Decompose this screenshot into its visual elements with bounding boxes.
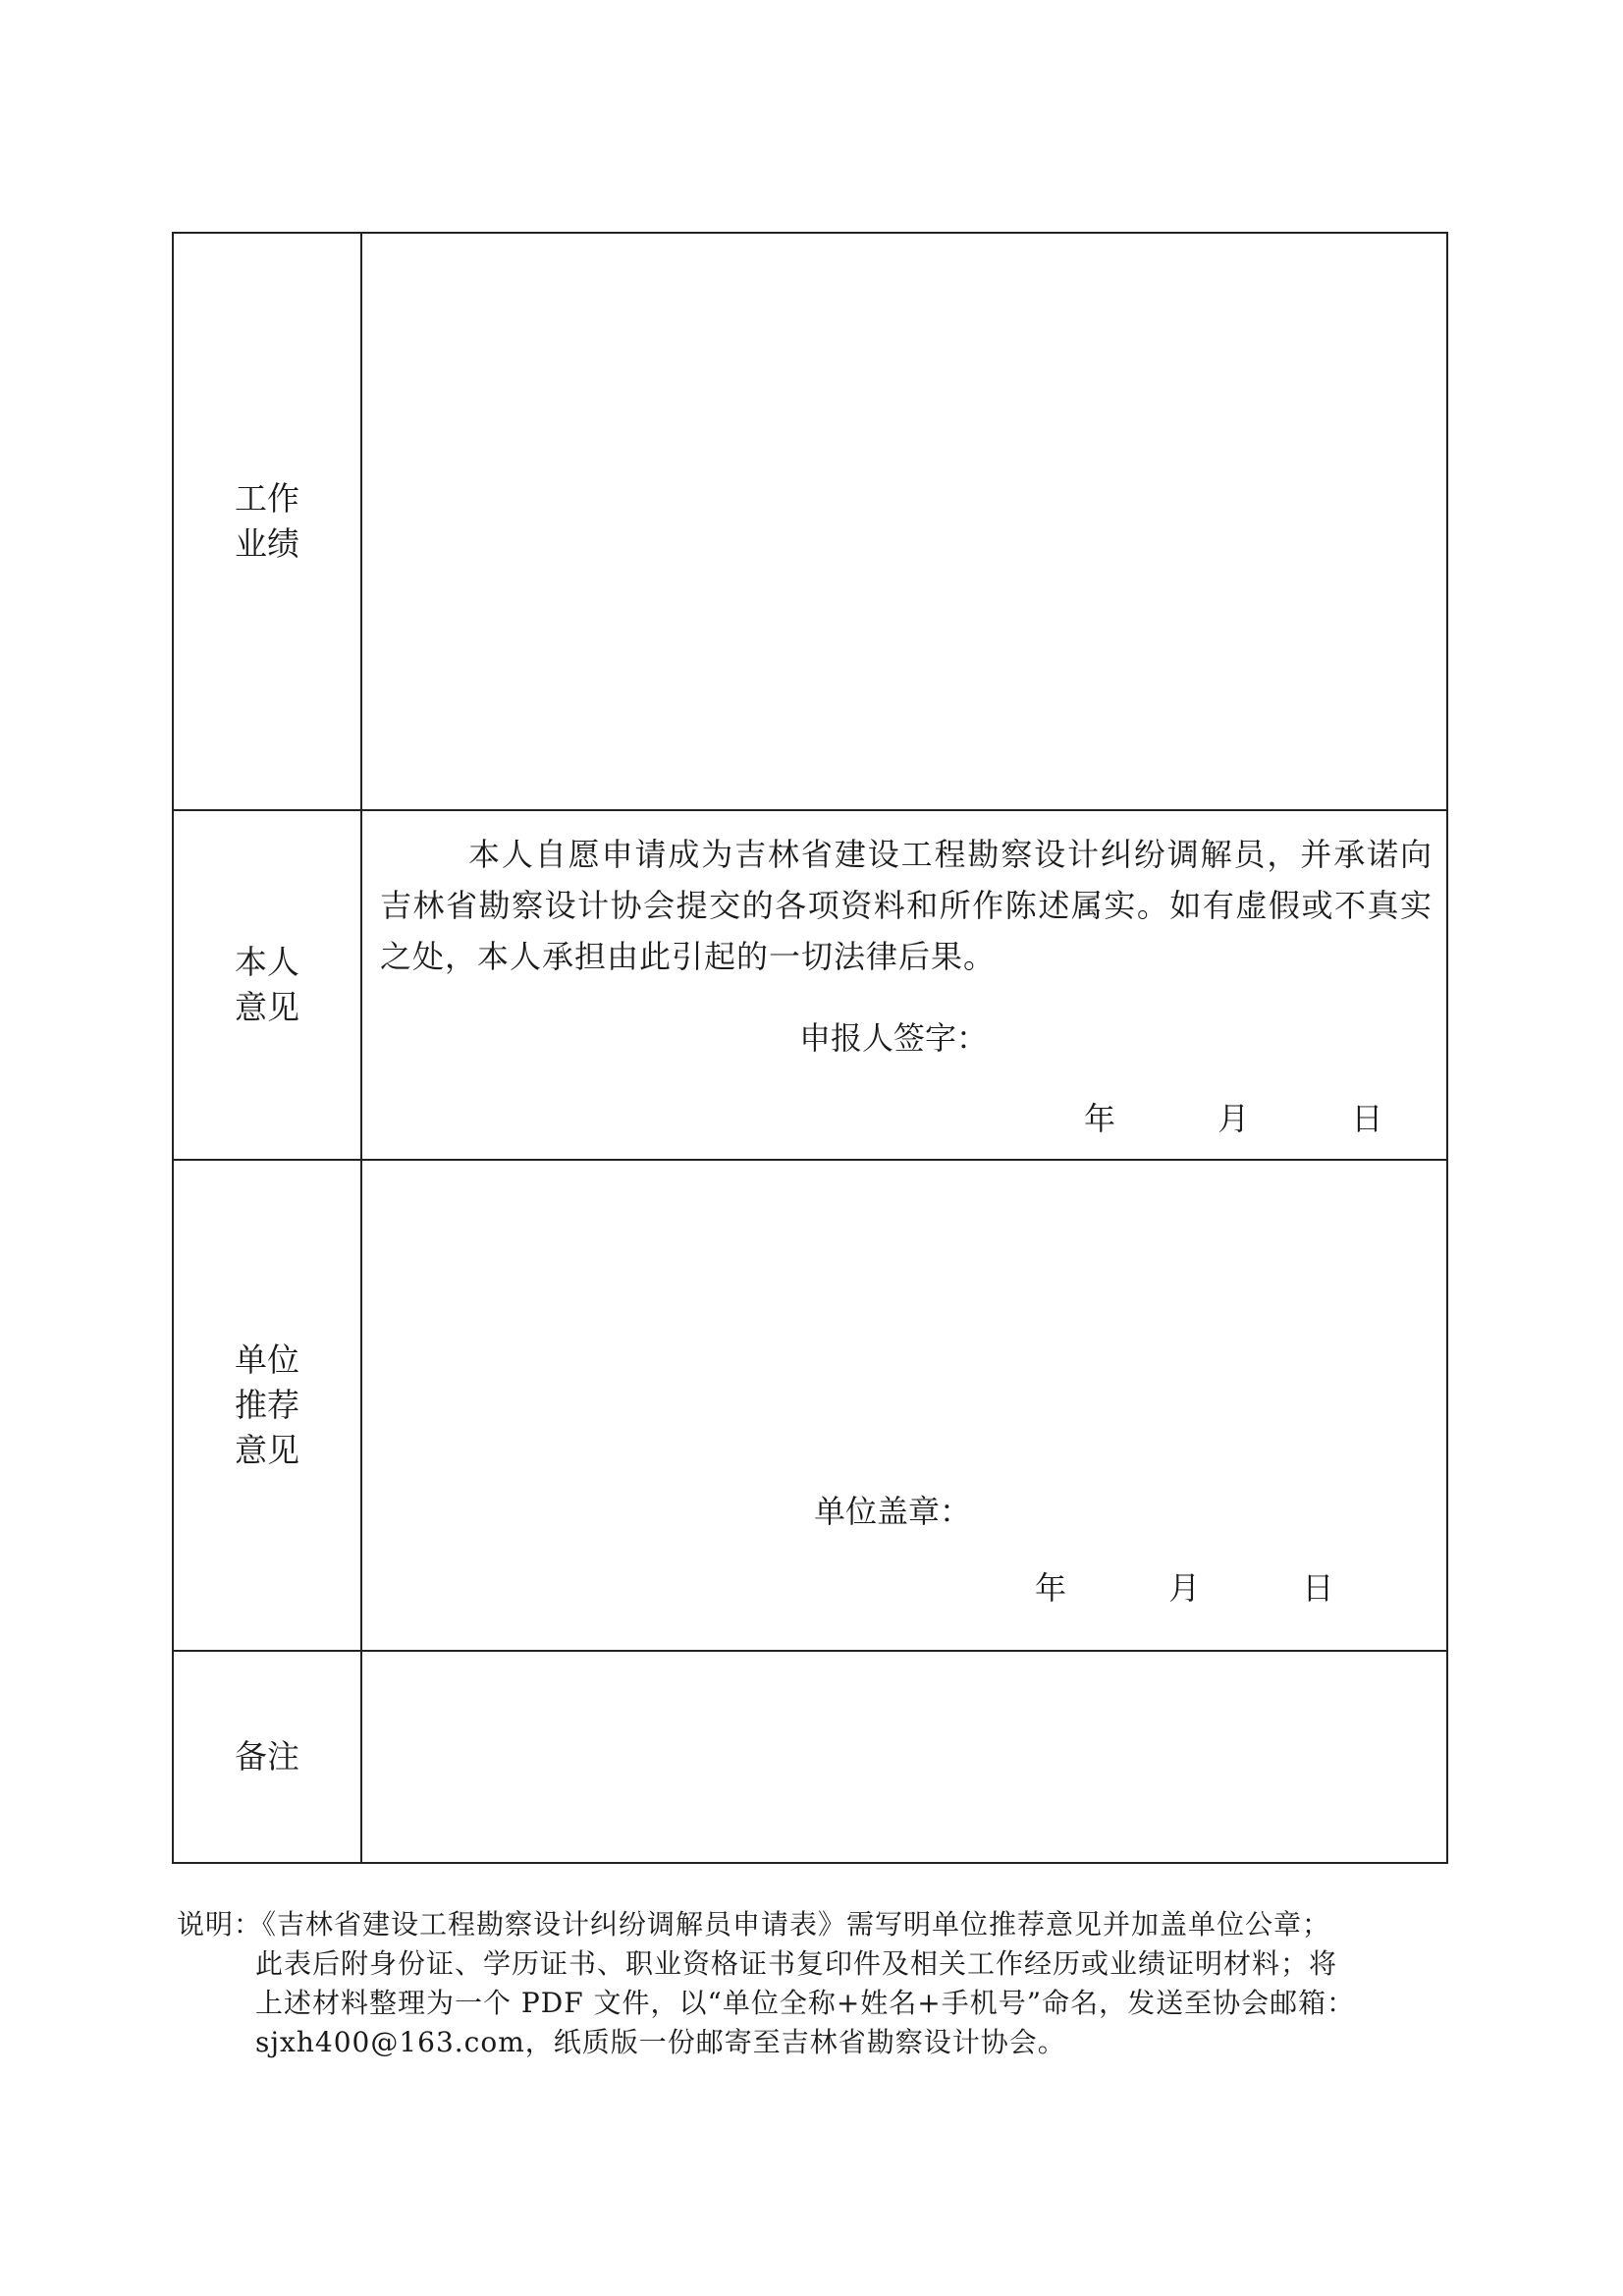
footnote-line2: 此表后附身份证、学历证书、职业资格证书复印件及相关工作经历或业绩证明材料；将 [255, 1947, 1338, 1980]
unit-recommendation-label [173, 1160, 361, 1651]
unit-seal-label: 单位盖章： [814, 1493, 972, 1530]
unit-date-day: 日 [1302, 1569, 1334, 1607]
unit-recommendation-date [1035, 1563, 1333, 1609]
footnote-line4: sjxh400@163.com，纸质版一份邮寄至吉林省勘察设计协会。 [255, 2026, 1066, 2058]
work-performance-field[interactable] [361, 233, 1447, 810]
footnote [177, 1905, 1453, 2062]
self-opinion-label [173, 810, 361, 1160]
self-opinion-date [1084, 1094, 1382, 1139]
unit-date-month: 月 [1168, 1569, 1201, 1607]
remarks-field[interactable] [361, 1651, 1447, 1863]
remarks-row [173, 1651, 1447, 1863]
unit-recommendation-field[interactable] [361, 1160, 1447, 1651]
unit-recommendation-label-line2: 推荐 [235, 1386, 299, 1424]
work-performance-label [173, 233, 361, 810]
self-opinion-label-line2: 意见 [235, 988, 299, 1026]
self-date-year: 年 [1084, 1100, 1116, 1137]
self-date-month: 月 [1217, 1100, 1250, 1137]
work-performance-label-line2: 业绩 [235, 524, 299, 563]
application-form-table [172, 232, 1448, 1864]
self-opinion-statement: 本人自愿申请成为吉林省建设工程勘察设计纠纷调解员，并承诺向吉林省勘察设计协会提交的各项资料和所作陈述属实。如有虚假或不真实之处，本人承担由此引起的一切法律后果。 [380, 836, 1433, 975]
work-performance-label-line1: 工作 [235, 479, 299, 518]
self-date-day: 日 [1351, 1100, 1383, 1137]
unit-recommendation-label-line3: 意见 [235, 1431, 299, 1469]
remarks-label: 备注 [173, 1651, 361, 1863]
unit-date-year: 年 [1035, 1569, 1067, 1607]
unit-recommendation-label-line1: 单位 [235, 1340, 299, 1379]
footnote-line1: 说明：《吉林省建设工程勘察设计纠纷调解员申请表》需写明单位推荐意见并加盖单位公章； [177, 1908, 1331, 1941]
self-opinion-field [361, 810, 1447, 1160]
self-opinion-row [173, 810, 1447, 1160]
self-opinion-label-line1: 本人 [235, 943, 299, 981]
unit-recommendation-row [173, 1160, 1447, 1651]
footnote-line3: 上述材料整理为一个 PDF 文件，以“单位全称+姓名+手机号”命名，发送至协会邮箱： [255, 1987, 1356, 2019]
applicant-signature-label: 申报人签字： [799, 1019, 989, 1057]
work-performance-row [173, 233, 1447, 810]
